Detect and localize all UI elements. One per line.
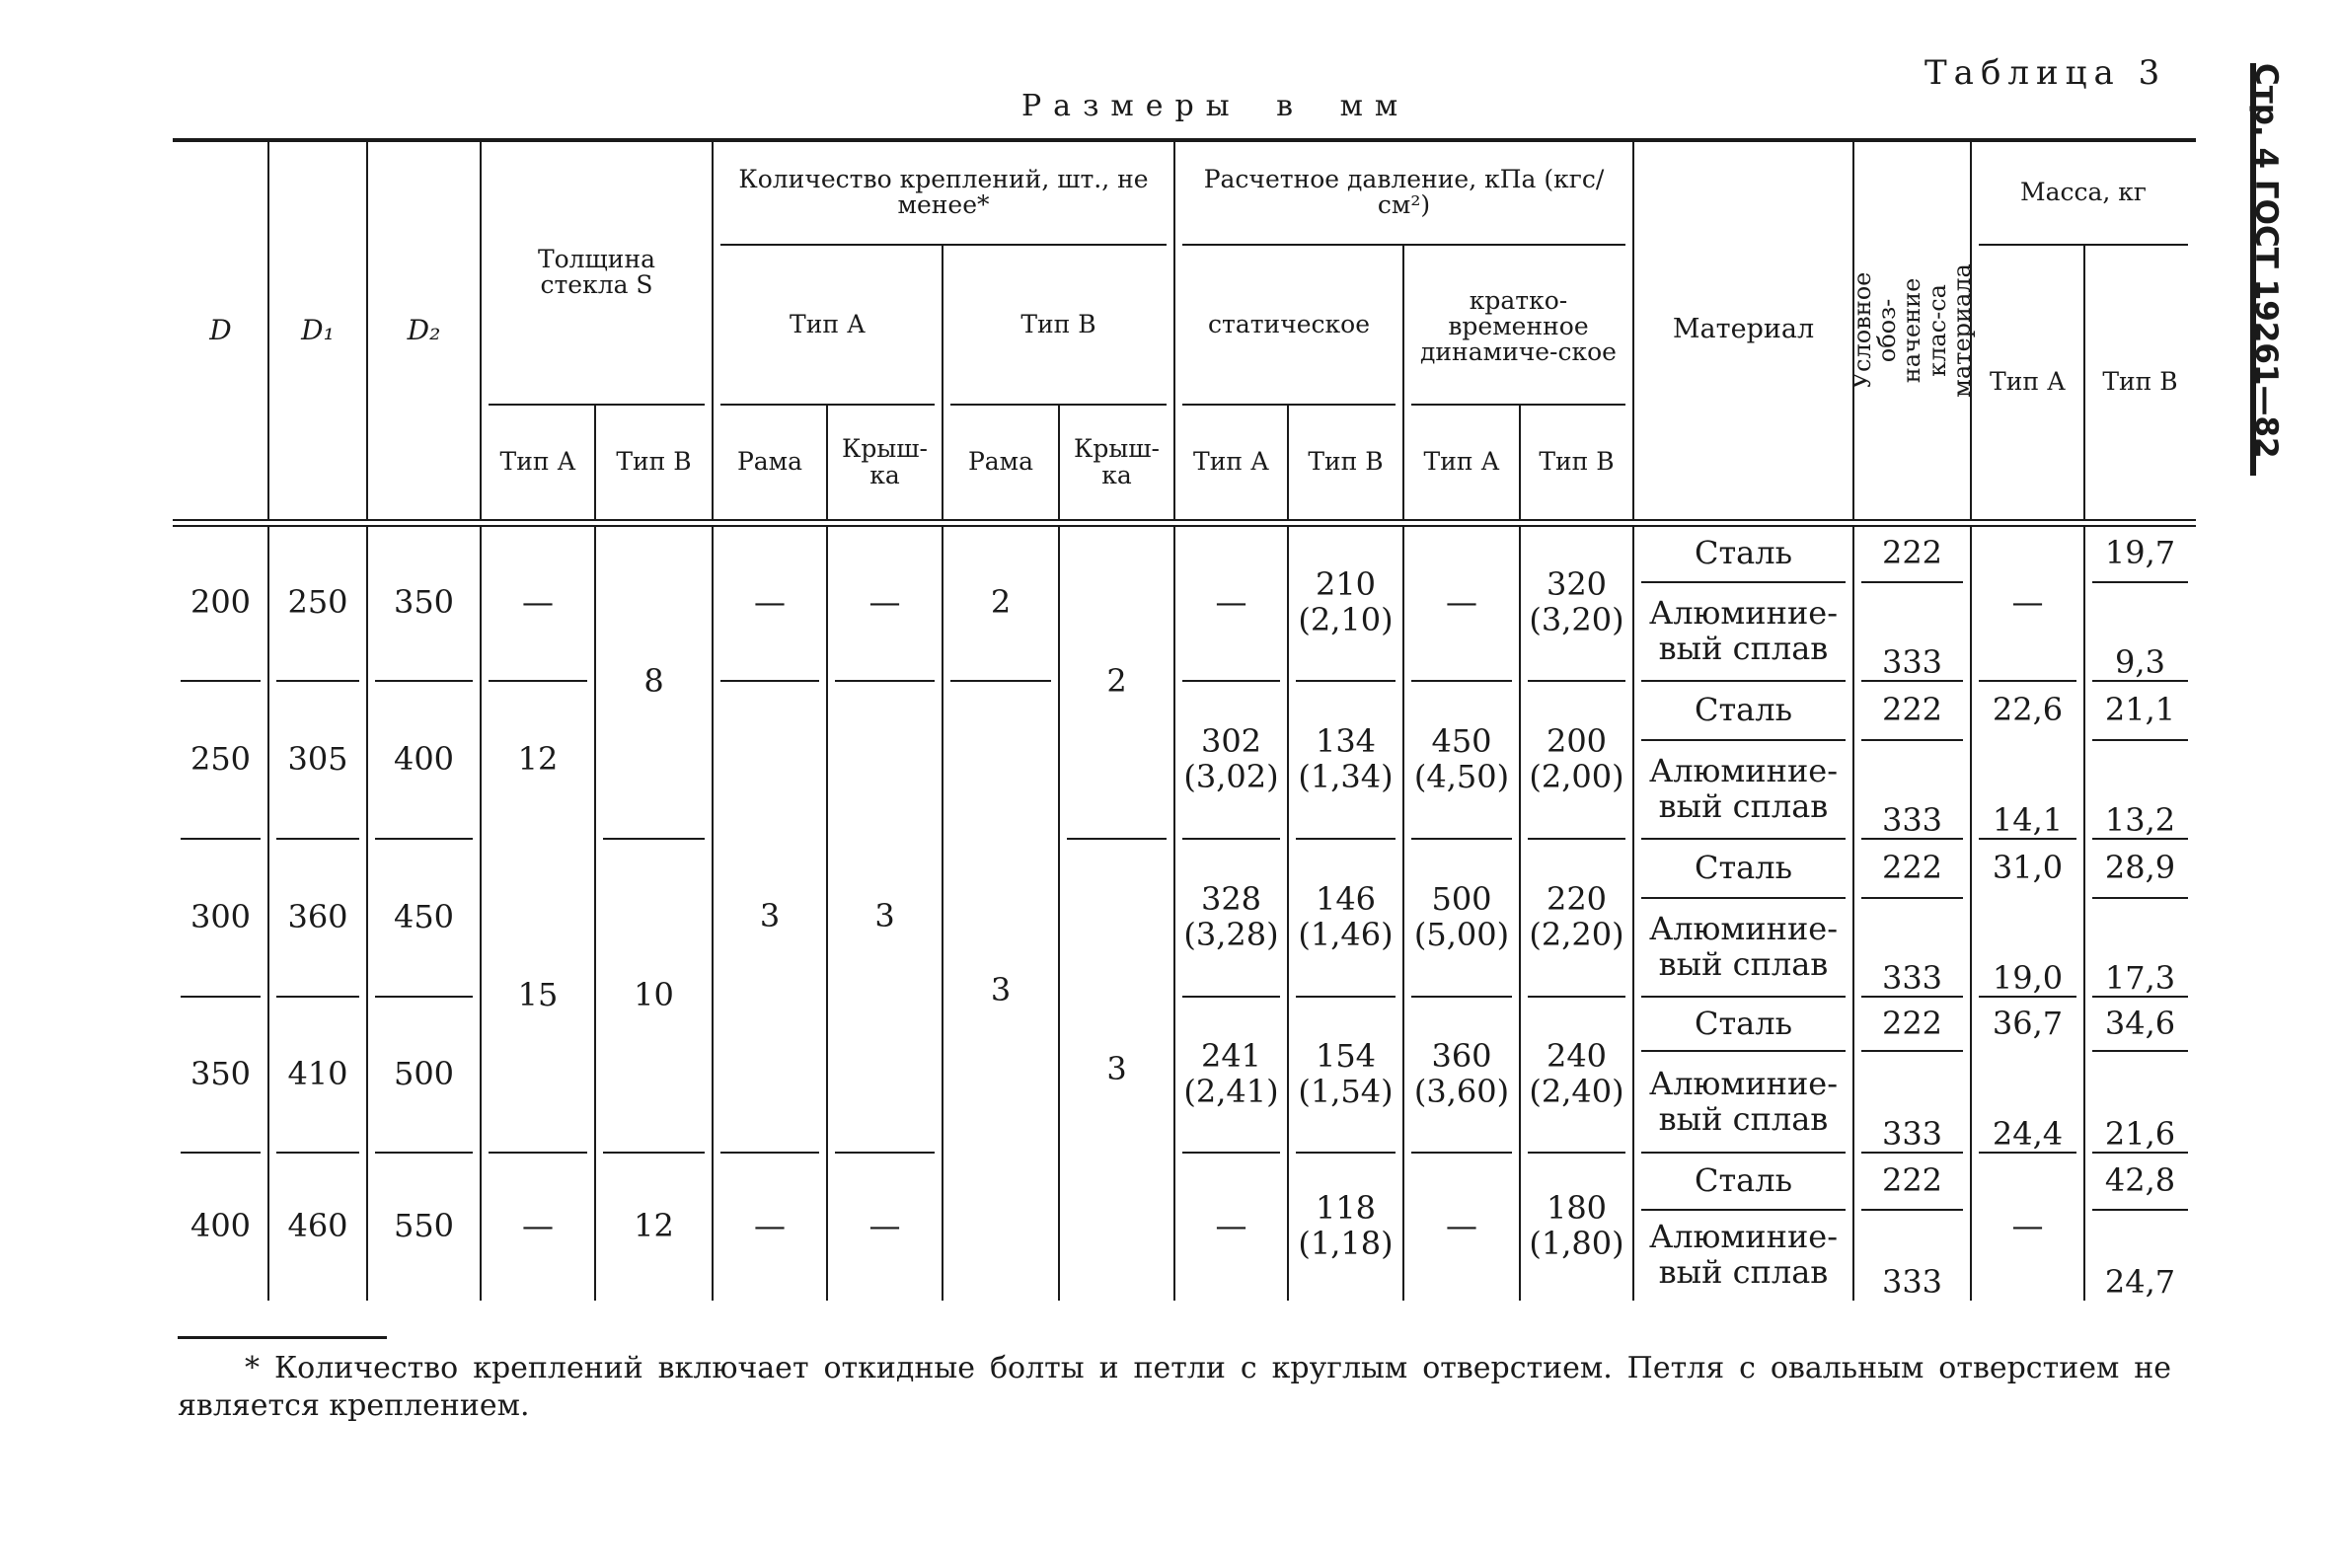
header-static: статическое bbox=[1207, 309, 1371, 338]
thickness-a-2: 15 bbox=[517, 976, 559, 1014]
class-steel-1: 222 bbox=[1881, 691, 1943, 729]
pressure-dyn-b-0: 320 (3,20) bbox=[1529, 565, 1624, 638]
class-alloy-1: 333 bbox=[1881, 801, 1943, 840]
fast-a-lid-2: — bbox=[868, 1207, 901, 1245]
fast-a-frame-0: — bbox=[754, 583, 786, 622]
subheader-1: Тип В bbox=[616, 447, 692, 477]
fast-b-lid-1: 3 bbox=[1106, 1050, 1127, 1088]
fast-a-frame-2: — bbox=[754, 1207, 786, 1245]
mass-a-alloy-2: 19,0 bbox=[1992, 959, 2064, 998]
subheader-9: Тип В bbox=[1539, 447, 1615, 477]
cell-d2-4: 550 bbox=[393, 1207, 455, 1245]
subheader-3: Крыш-ка bbox=[842, 434, 928, 489]
thickness-a-1: 12 bbox=[517, 740, 559, 779]
header-d2: D₂ bbox=[407, 313, 441, 346]
fast-a-frame-1: 3 bbox=[759, 897, 781, 935]
subheader-6: Тип А bbox=[1193, 447, 1269, 477]
cell-d2-1: 400 bbox=[393, 740, 455, 779]
mass-a-0: — bbox=[2011, 583, 2044, 622]
mass-a-alloy-3: 24,4 bbox=[1992, 1115, 2064, 1154]
material-steel-2: Сталь bbox=[1694, 849, 1792, 887]
cell-d-2: 300 bbox=[189, 898, 252, 936]
cell-d-4: 400 bbox=[189, 1207, 252, 1245]
class-steel-4: 222 bbox=[1881, 1161, 1943, 1200]
mass-b-alloy-3: 21,6 bbox=[2104, 1115, 2176, 1154]
pressure-dyn-b-1: 200 (2,00) bbox=[1529, 722, 1624, 795]
mass-a-steel-2: 31,0 bbox=[1992, 849, 2064, 887]
pressure-dyn-a-2: 500 (5,00) bbox=[1413, 880, 1510, 953]
mass-b-steel-1: 21,1 bbox=[2104, 691, 2176, 729]
mass-b-steel-0: 19,7 bbox=[2104, 534, 2176, 572]
header-material-class-cell bbox=[1848, 140, 1976, 520]
fast-a-lid-1: 3 bbox=[874, 897, 895, 935]
header-d1: D₁ bbox=[301, 313, 335, 346]
fast-b-lid-0: 2 bbox=[1106, 662, 1127, 701]
cell-d-1: 250 bbox=[189, 740, 252, 779]
pressure-dyn-b-3: 240 (2,40) bbox=[1529, 1037, 1624, 1110]
class-steel-0: 222 bbox=[1881, 534, 1943, 572]
fast-b-frame-1: 3 bbox=[990, 971, 1012, 1009]
mass-a-steel-1: 22,6 bbox=[1992, 691, 2064, 729]
cell-d2-3: 500 bbox=[393, 1055, 455, 1093]
subheader-4: Рама bbox=[967, 447, 1034, 477]
subheader-8: Тип А bbox=[1423, 447, 1500, 477]
mass-b-steel-3: 34,6 bbox=[2104, 1004, 2176, 1042]
mass-b-alloy-0: 9,3 bbox=[2115, 643, 2165, 682]
material-alloy-4: Алюминие- вый сплав bbox=[1648, 1218, 1839, 1291]
header-pressure: Расчетное давление, кПа (кгс/см²) bbox=[1203, 164, 1605, 219]
pressure-static-b-1: 134 (1,34) bbox=[1298, 722, 1394, 795]
thickness-b-2: 12 bbox=[634, 1207, 674, 1245]
cell-d2-0: 350 bbox=[393, 583, 455, 622]
pressure-dyn-a-4: — bbox=[1446, 1207, 1477, 1245]
mass-b-alloy-4: 24,7 bbox=[2104, 1263, 2176, 1302]
units-caption: Размеры в мм bbox=[1021, 89, 1410, 123]
header-fasteners-count: Количество креплений, шт., не менее* bbox=[738, 164, 1149, 219]
header-dynamic: кратко-временное динамиче-ское bbox=[1420, 285, 1617, 367]
header-mass: Масса, кг bbox=[2019, 177, 2148, 206]
material-steel-1: Сталь bbox=[1694, 691, 1792, 729]
cell-d1-2: 360 bbox=[287, 898, 348, 936]
material-alloy-2: Алюминие- вый сплав bbox=[1648, 910, 1839, 983]
thickness-a-0: — bbox=[522, 583, 554, 622]
header-material: Материал bbox=[1672, 314, 1815, 345]
subheader-0: Тип А bbox=[499, 447, 576, 477]
pressure-static-a-3: 241 (2,41) bbox=[1183, 1037, 1279, 1110]
material-steel-0: Сталь bbox=[1694, 534, 1792, 572]
class-alloy-2: 333 bbox=[1881, 959, 1943, 998]
subheader-5: Крыш-ка bbox=[1074, 434, 1160, 489]
pressure-dyn-b-4: 180 (1,80) bbox=[1529, 1189, 1624, 1262]
mass-b-steel-2: 28,9 bbox=[2104, 849, 2176, 887]
pressure-static-a-4: — bbox=[1215, 1207, 1247, 1245]
page-side-caption: Стр. 4 ГОСТ 19261—82 bbox=[2248, 63, 2284, 459]
pressure-static-b-3: 154 (1,54) bbox=[1298, 1037, 1394, 1110]
pressure-static-b-2: 146 (1,46) bbox=[1298, 880, 1394, 953]
mass-b-alloy-1: 13,2 bbox=[2104, 801, 2176, 840]
pressure-dyn-a-1: 450 (4,50) bbox=[1413, 722, 1510, 795]
mass-b-alloy-2: 17,3 bbox=[2104, 959, 2176, 998]
header-mass-type-b: Тип В bbox=[2102, 367, 2178, 397]
material-alloy-1: Алюминие- вый сплав bbox=[1648, 752, 1839, 825]
header-fasteners-type-a: Тип А bbox=[790, 309, 866, 338]
cell-d1-4: 460 bbox=[287, 1207, 348, 1245]
class-steel-2: 222 bbox=[1881, 849, 1943, 887]
pressure-dyn-a-3: 360 (3,60) bbox=[1413, 1037, 1510, 1110]
cell-d1-3: 410 bbox=[287, 1055, 348, 1093]
footnote-rule bbox=[178, 1336, 387, 1339]
pressure-static-a-0: — bbox=[1215, 583, 1247, 622]
material-steel-4: Сталь bbox=[1694, 1161, 1792, 1200]
pressure-static-b-0: 210 (2,10) bbox=[1298, 565, 1394, 638]
pressure-static-a-1: 302 (3,02) bbox=[1183, 722, 1279, 795]
class-alloy-0: 333 bbox=[1881, 643, 1943, 682]
mass-a-steel-3: 36,7 bbox=[1992, 1004, 2064, 1042]
cell-d-0: 200 bbox=[189, 583, 252, 622]
class-alloy-4: 333 bbox=[1881, 1263, 1943, 1302]
cell-d2-2: 450 bbox=[393, 898, 455, 936]
thickness-b-0: 8 bbox=[643, 662, 664, 701]
class-steel-3: 222 bbox=[1881, 1004, 1943, 1042]
thickness-a-3: — bbox=[522, 1207, 554, 1245]
cell-d1-0: 250 bbox=[287, 583, 348, 622]
subheader-2: Рама bbox=[736, 447, 803, 477]
header-mass-type-a: Тип А bbox=[1990, 367, 2066, 397]
pressure-static-a-2: 328 (3,28) bbox=[1183, 880, 1279, 953]
pressure-static-b-4: 118 (1,18) bbox=[1298, 1189, 1394, 1262]
fast-b-frame-0: 2 bbox=[990, 583, 1012, 622]
material-alloy-3: Алюминие- вый сплав bbox=[1648, 1064, 1839, 1138]
cell-d-3: 350 bbox=[189, 1055, 252, 1093]
cell-d1-1: 305 bbox=[287, 740, 348, 779]
header-glass-thickness: Толщина стекла S bbox=[537, 244, 656, 299]
header-d: D bbox=[209, 313, 232, 346]
mass-a-7: — bbox=[2011, 1207, 2044, 1245]
subheader-7: Тип В bbox=[1308, 447, 1384, 477]
table-label: Таблица 3 bbox=[1924, 53, 2167, 93]
pressure-dyn-a-0: — bbox=[1446, 583, 1477, 622]
mass-a-alloy-1: 14,1 bbox=[1992, 801, 2064, 840]
header-fasteners-type-b: Тип В bbox=[1020, 309, 1096, 338]
header-material-class: Условное обоз-начение клас-са материала bbox=[1848, 262, 1976, 398]
material-steel-3: Сталь bbox=[1694, 1004, 1792, 1042]
thickness-b-1: 10 bbox=[634, 976, 674, 1014]
material-alloy-0: Алюминие- вый сплав bbox=[1648, 594, 1839, 667]
mass-b-steel-4: 42,8 bbox=[2104, 1161, 2176, 1200]
class-alloy-3: 333 bbox=[1881, 1115, 1943, 1154]
pressure-dyn-b-2: 220 (2,20) bbox=[1529, 880, 1624, 953]
footnote: * Количество креплений включает откидные болты и петли с круглым отверстием. Петля с овальным отверстием не является креплением. bbox=[178, 1351, 2171, 1423]
fast-a-lid-0: — bbox=[868, 583, 901, 622]
